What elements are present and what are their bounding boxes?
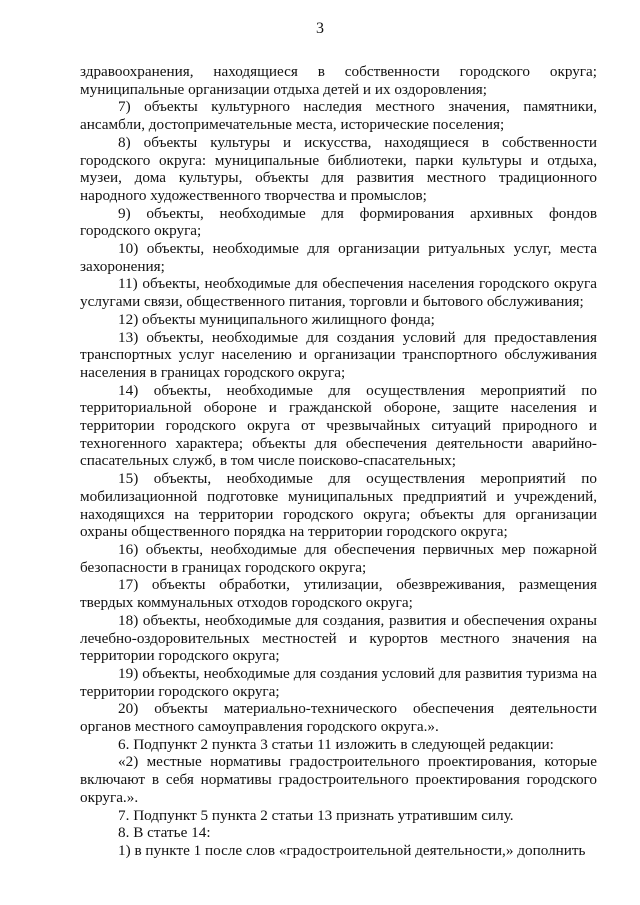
- paragraph: 12) объекты муниципального жилищного фонда;: [118, 310, 435, 328]
- page-number: 3: [316, 20, 324, 37]
- paragraph: 1) в пункте 1 после слов «градостроительной деятельности,» дополнить: [118, 841, 586, 859]
- paragraph: 19) объекты, необходимые для создания условий для развития туризма на территории городского округа;: [80, 664, 597, 700]
- paragraph: 6. Подпункт 2 пункта 3 статьи 11 изложить в следующей редакции:: [118, 735, 554, 753]
- paragraph: 16) объекты, необходимые для обеспечения первичных мер пожарной безопасности в границах городского округа;: [80, 540, 597, 576]
- paragraph: 8. В статье 14:: [118, 824, 211, 842]
- paragraph: 17) объекты обработки, утилизации, обезвреживания, размещения твердых коммунальных отходов городского округа;: [80, 576, 597, 612]
- paragraph: 9) объекты, необходимые для формирования архивных фондов городского округа;: [80, 204, 597, 240]
- paragraph: 7. Подпункт 5 пункта 2 статьи 13 признать утратившим силу.: [118, 806, 514, 824]
- paragraph: 7) объекты культурного наследия местного значения, памятники, ансамбли, достопримечательные места, исторические поселения;: [80, 98, 597, 134]
- paragraph: 14) объекты, необходимые для осуществления мероприятий по территориальной обороне и гражданской обороне, защите населения и территории городского округа от чрезвычайных ситуаций природного и техногенного характера; объекты для обеспечения деятельности аварийно-спасательных служб, в том числе поисково-спасательных;: [80, 381, 597, 470]
- paragraph: 18) объекты, необходимые для создания, развития и обеспечения охраны лечебно-оздоровительных местностей и курортов местного значения на территории городского округа;: [80, 611, 597, 665]
- paragraph: здравоохранения, находящиеся в собственности городского округа; муниципальные организации отдыха детей и их оздоровления;: [80, 63, 597, 98]
- paragraph: 13) объекты, необходимые для создания условий для предоставления транспортных услуг населению и организации транспортного обслуживания населения в границах городского округа;: [80, 328, 597, 381]
- paragraph: 11) объекты, необходимые для обеспечения населения городского округа услугами связи, общественного питания, торговли и бытового обслуживания;: [80, 275, 597, 311]
- paragraph: 8) объекты культуры и искусства, находящиеся в собственности городского округа: муниципальные библиотеки, парки культуры и отдыха, музеи, дома культуры, объекты для развития местного традиционного народного художественного творчества и промыслов;: [80, 133, 597, 204]
- document-body: [80, 63, 597, 860]
- paragraph: 20) объекты материально-технического обеспечения деятельности органов местного самоуправления городского округа.».: [80, 700, 597, 736]
- paragraph: 15) объекты, необходимые для осуществления мероприятий по мобилизационной подготовке муниципальных предприятий и учреждений, находящихся на территории городского округа; объекты для организации охраны общественного порядка на территории городского округа;: [80, 470, 597, 541]
- paragraph: «2) местные нормативы градостроительного проектирования, которые включают в себя нормативы градостроительного проектирования городского округа.».: [80, 753, 597, 806]
- paragraph: 10) объекты, необходимые для организации ритуальных услуг, места захоронения;: [80, 240, 597, 275]
